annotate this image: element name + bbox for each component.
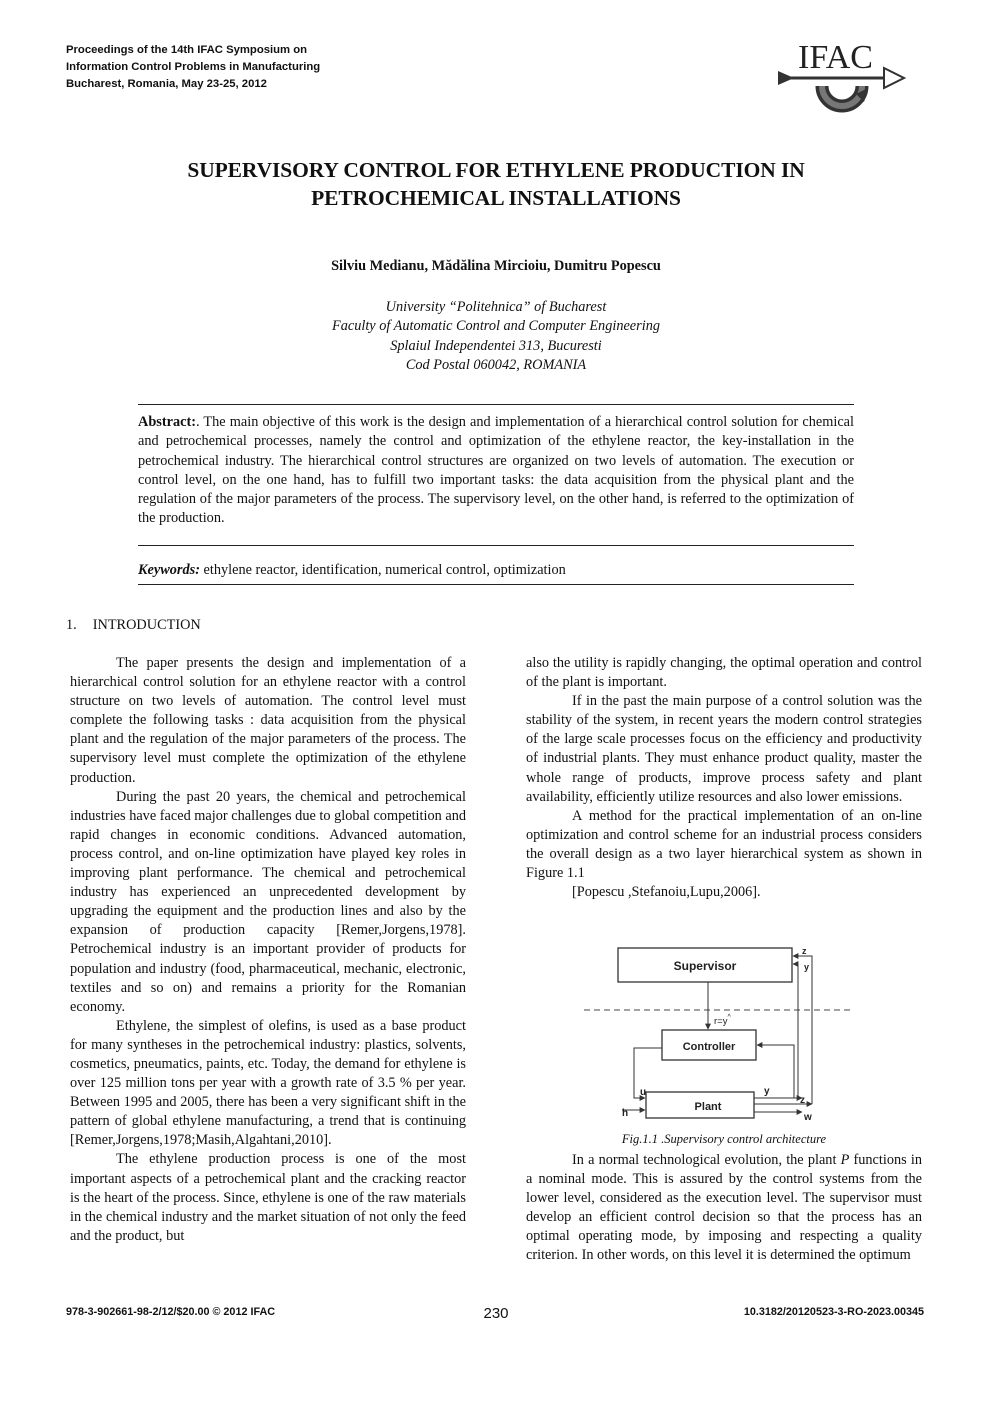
supervisor-label: Supervisor xyxy=(673,959,737,973)
right-column-top xyxy=(526,654,922,902)
controller-label: Controller xyxy=(682,1041,736,1053)
proceedings-line-2: Information Control Problems in Manufacturing xyxy=(66,61,321,73)
supervisory-control-diagram xyxy=(580,942,860,1130)
abstract xyxy=(138,413,854,529)
z-top-label: z xyxy=(802,946,807,956)
plant-label: Plant xyxy=(694,1101,722,1113)
keywords-label: Keywords: xyxy=(138,562,200,578)
proceedings-line-3: Bucharest, Romania, May 23-25, 2012 xyxy=(66,78,267,90)
paragraph: The ethylene production process is one of the most important aspects of a petrochemical plant and the cracking reactor is the heart of the process. Since, ethylene is one of the raw materials in the chemical industry and the market situation of not only the feed and the product, but xyxy=(70,1151,466,1244)
abstract-label: Abstract: xyxy=(138,414,196,430)
footer-doi: 10.3182/20120523-3-RO-2023.00345 xyxy=(743,1306,924,1318)
paragraph: also the utility is rapidly changing, the optimal operation and control of the plant is important. xyxy=(526,655,922,691)
paragraph: During the past 20 years, the chemical and petrochemical industries have faced major challenges due to global competition and rapid changes in economic conditions. Advanced automation, process control, and on-line optimization have played key roles in improving plant performance. The chemical and petrochemical industry has experienced an unprecedented development by upgrading the equipment and the production lines and also by the expansion of production capacity [Remer,Jorgens,1978]. Petrochemical industry is an important provider of products for population and industry (food, pharmaceutical, mechanic, electronic, textiles and so on) and remains a priority for the Romanian economy. xyxy=(70,788,466,1015)
keywords-top-rule xyxy=(138,545,854,546)
title-line-1: SUPERVISORY CONTROL FOR ETHYLENE PRODUCTION IN xyxy=(187,158,805,182)
h-label: h xyxy=(622,1108,629,1119)
proceedings-line-1: Proceedings of the 14th IFAC Symposium on xyxy=(66,44,308,56)
authors: Silviu Medianu, Mădălina Mircioiu, Dumitru Popescu xyxy=(331,258,661,274)
figure-caption: Fig.1.1 .Supervisory control architecture xyxy=(621,1132,827,1146)
paragraph xyxy=(526,1151,922,1266)
paragraph: If in the past the main purpose of a control solution was the stability of the system, in recent years the modern control strategies of the large scale processes focus on the efficiency and productivity of industrial plants. They must enhance product quality, master the whole range of products, improve process safety and plant availability, efficiently utilize resources and also lower emissions. xyxy=(526,693,922,805)
w-label: w xyxy=(804,1112,812,1123)
section-heading-introduction xyxy=(66,617,201,634)
keywords-text: ethylene reactor, identification, numerical control, optimization xyxy=(199,562,566,578)
paragraph: The paper presents the design and implementation of a hierarchical control solution for an ethylene reactor with a control structure on two levels of automation. The control level must complete the following tasks : data acquisition from the physical plant and the regulation of the major parameters of the process. The supervisory level must complete the optimization of the ethylene production. xyxy=(70,655,466,786)
paragraph: Ethylene, the simplest of olefins, is used as a base product for many syntheses in the petrochemical industry: plastics, solvents, cosmetics, pneumatics, paints, etc. Today, the demand for ethylene is over 125 million tons per year with a growth rate of 3.5 % per year. Between 1995 and 2005, there has been a very significant shift in the pattern of global ethylene manufacturing, a trend that is continuing [Remer,Jorgens,1978;Masih,Algahtani,2010]. xyxy=(70,1017,466,1149)
paper-title xyxy=(0,156,992,212)
affiliation-line-4: Cod Postal 060042, ROMANIA xyxy=(405,356,587,373)
keywords xyxy=(138,561,854,580)
reference-label: r=y^ xyxy=(714,1014,731,1027)
paragraph-text-after: functions in a nominal mode. This is assured by the control systems from the lower level, considered as the execution level. The supervisor must develop an efficient control decision so that the process has an optimal operating mode, by imposing and respecting a quality criterion. In other words, on this level it is determined the optimum xyxy=(526,1152,922,1264)
right-column-bottom xyxy=(526,1151,922,1266)
affiliation-line-2: Faculty of Automatic Control and Computer Engineering xyxy=(331,318,660,335)
ifac-logo xyxy=(776,38,912,128)
affiliation xyxy=(0,298,992,375)
affiliation-line-3: Splaiul Independentei 313, Bucuresti xyxy=(390,337,602,354)
affiliation-line-1: University “Politehnica” of Bucharest xyxy=(385,299,607,315)
title-line-2: PETROCHEMICAL INSTALLATIONS xyxy=(311,186,681,210)
page-number: 230 xyxy=(483,1305,509,1322)
section-number: 1. xyxy=(66,617,77,633)
keywords-bottom-rule xyxy=(138,584,854,585)
paragraph: A method for the practical implementation of an on-line optimization and control scheme for an industrial process considers the overall design as a two layer hierarchical system as shown in Figure 1.1 xyxy=(526,807,922,882)
left-column xyxy=(70,654,466,1246)
abstract-text: . The main objective of this work is the design and implementation of a hierarchical control solution for chemical and petrochemical processes, namely the control and optimization of the ethylene reactor, the key-installation in the petrochemical industry. The hierarchical control structures are organized on two levels of automation. The execution or control level, on the one hand, has to fulfill two important tasks: the data acquisition from the physical plant and the regulation of the major parameters of the process. The supervisory level, on the other hand, is referred to the optimization of the production. xyxy=(138,414,854,527)
ifac-logo-text: IFAC xyxy=(798,39,873,76)
section-title: INTRODUCTION xyxy=(92,617,201,633)
paragraph-text-before: In a normal technological evolution, the plant xyxy=(572,1152,841,1168)
u-label: u xyxy=(640,1087,647,1098)
abstract-top-rule xyxy=(138,404,854,405)
y-top-label: y xyxy=(804,962,810,972)
plant-symbol: P xyxy=(840,1152,850,1168)
citation-line: [Popescu ,Stefanoiu,Lupu,2006]. xyxy=(572,884,761,901)
proceedings-header xyxy=(66,42,320,93)
y-plant-label: y xyxy=(764,1086,770,1097)
footer-isbn: 978-3-902661-98-2/12/$20.00 © 2012 IFAC xyxy=(66,1306,276,1318)
z-plant-label: z xyxy=(800,1095,805,1106)
